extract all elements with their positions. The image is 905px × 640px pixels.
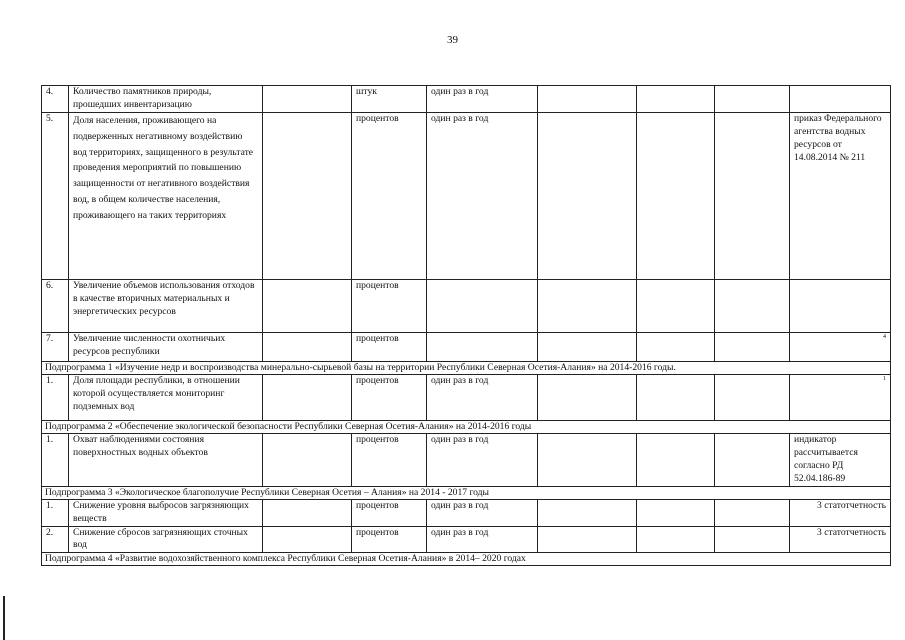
frequency-cell: один раз в год bbox=[427, 499, 538, 526]
empty-cell bbox=[538, 112, 637, 279]
indicators-table bbox=[41, 85, 891, 566]
frequency-cell bbox=[427, 279, 538, 332]
note-cell: 3 статотчетность bbox=[790, 526, 891, 553]
indicator-name: Снижение уровня выбросов загрязняющих веществ bbox=[69, 499, 263, 526]
empty-cell bbox=[538, 86, 637, 113]
frequency-cell bbox=[427, 332, 538, 361]
empty-cell bbox=[715, 433, 790, 486]
empty-cell bbox=[538, 332, 637, 361]
indicator-name: Увеличение объемов использования отходов в качестве вторичных материальных и энергетических ресурсов bbox=[69, 279, 263, 332]
unit-cell: процентов bbox=[352, 499, 427, 526]
empty-cell bbox=[637, 279, 715, 332]
empty-cell bbox=[263, 499, 352, 526]
subprogram-title: Подпрограмма 4 «Развитие водохозяйственного комплекса Республики Северная Осетия-Алания» в 2014– 2020 годах bbox=[42, 553, 891, 566]
empty-cell bbox=[263, 112, 352, 279]
empty-cell bbox=[263, 526, 352, 553]
empty-cell bbox=[637, 86, 715, 113]
empty-cell bbox=[715, 112, 790, 279]
section-row bbox=[42, 553, 891, 566]
scan-edge-mark bbox=[3, 596, 5, 640]
note-cell bbox=[790, 86, 891, 113]
empty-cell bbox=[637, 332, 715, 361]
table-row bbox=[42, 332, 891, 361]
empty-cell bbox=[715, 526, 790, 553]
table-row bbox=[42, 526, 891, 553]
frequency-cell: один раз в год bbox=[427, 86, 538, 113]
table-row bbox=[42, 499, 891, 526]
indicator-name: Доля населения, проживающего на подверженных негативному воздействию вод территориях, защищенного в результате проведения мероприятий по повышению защищенности от негативного воздействия вод, в общем количестве населения, проживающего на таких территориях bbox=[69, 112, 263, 279]
section-row bbox=[42, 486, 891, 499]
note-cell bbox=[790, 279, 891, 332]
row-number: 7. bbox=[42, 332, 69, 361]
frequency-cell: один раз в год bbox=[427, 526, 538, 553]
empty-cell bbox=[263, 374, 352, 420]
empty-cell bbox=[637, 374, 715, 420]
empty-cell bbox=[637, 112, 715, 279]
indicator-name: Количество памятников природы, прошедших инвентаризацию bbox=[69, 86, 263, 113]
note-cell: 3 статотчетность bbox=[790, 499, 891, 526]
empty-cell bbox=[538, 279, 637, 332]
row-number: 1. bbox=[42, 499, 69, 526]
empty-cell bbox=[263, 279, 352, 332]
empty-cell bbox=[538, 374, 637, 420]
empty-cell bbox=[715, 499, 790, 526]
subprogram-title: Подпрограмма 1 «Изучение недр и воспроизводства минерально-сырьевой базы на территории Республики Северная Осетия-Алания» на 2014-2016 годы. bbox=[42, 361, 891, 374]
unit-cell: процентов bbox=[352, 112, 427, 279]
frequency-cell: один раз в год bbox=[427, 433, 538, 486]
empty-cell bbox=[538, 499, 637, 526]
subprogram-title: Подпрограмма 3 «Экологическое благополучие Республики Северная Осетия – Алания» на 2014 - 2017 годы bbox=[42, 486, 891, 499]
empty-cell bbox=[715, 332, 790, 361]
unit-cell: штук bbox=[352, 86, 427, 113]
frequency-cell: один раз в год bbox=[427, 374, 538, 420]
empty-cell bbox=[263, 332, 352, 361]
unit-cell: процентов bbox=[352, 526, 427, 553]
frequency-cell: один раз в год bbox=[427, 112, 538, 279]
row-number: 4. bbox=[42, 86, 69, 113]
note-cell: индикатор рассчитывается согласно РД 52.04.186-89 bbox=[790, 433, 891, 486]
footnote-marker: 4 bbox=[790, 332, 891, 361]
empty-cell bbox=[715, 279, 790, 332]
empty-cell bbox=[538, 526, 637, 553]
empty-cell bbox=[263, 433, 352, 486]
unit-cell: процентов bbox=[352, 374, 427, 420]
table-row bbox=[42, 374, 891, 420]
row-number: 1. bbox=[42, 433, 69, 486]
table-row bbox=[42, 279, 891, 332]
row-number: 5. bbox=[42, 112, 69, 279]
empty-cell bbox=[538, 433, 637, 486]
empty-cell bbox=[637, 499, 715, 526]
indicator-name: Доля площади республики, в отношении которой осуществляется мониторинг подземных вод bbox=[69, 374, 263, 420]
section-row bbox=[42, 420, 891, 433]
table-row bbox=[42, 86, 891, 113]
row-number: 2. bbox=[42, 526, 69, 553]
unit-cell: процентов bbox=[352, 332, 427, 361]
row-number: 6. bbox=[42, 279, 69, 332]
empty-cell bbox=[263, 86, 352, 113]
indicator-name: Увеличение численности охотничьих ресурсов республики bbox=[69, 332, 263, 361]
empty-cell bbox=[637, 526, 715, 553]
empty-cell bbox=[715, 374, 790, 420]
indicator-name: Охват наблюдениями состояния поверхностных водных объектов bbox=[69, 433, 263, 486]
unit-cell: процентов bbox=[352, 279, 427, 332]
empty-cell bbox=[715, 86, 790, 113]
section-row bbox=[42, 361, 891, 374]
page-number: 39 bbox=[447, 34, 458, 46]
indicator-name: Снижение сбросов загрязняющих сточных вод bbox=[69, 526, 263, 553]
note-cell: приказ Федерального агентства водных ресурсов от 14.08.2014 № 211 bbox=[790, 112, 891, 279]
unit-cell: процентов bbox=[352, 433, 427, 486]
footnote-marker: 1 bbox=[790, 374, 891, 420]
table-row bbox=[42, 112, 891, 279]
table-row bbox=[42, 433, 891, 486]
subprogram-title: Подпрограмма 2 «Обеспечение экологической безопасности Республики Северная Осетия-Алания» на 2014-2016 годы bbox=[42, 420, 891, 433]
row-number: 1. bbox=[42, 374, 69, 420]
empty-cell bbox=[637, 433, 715, 486]
